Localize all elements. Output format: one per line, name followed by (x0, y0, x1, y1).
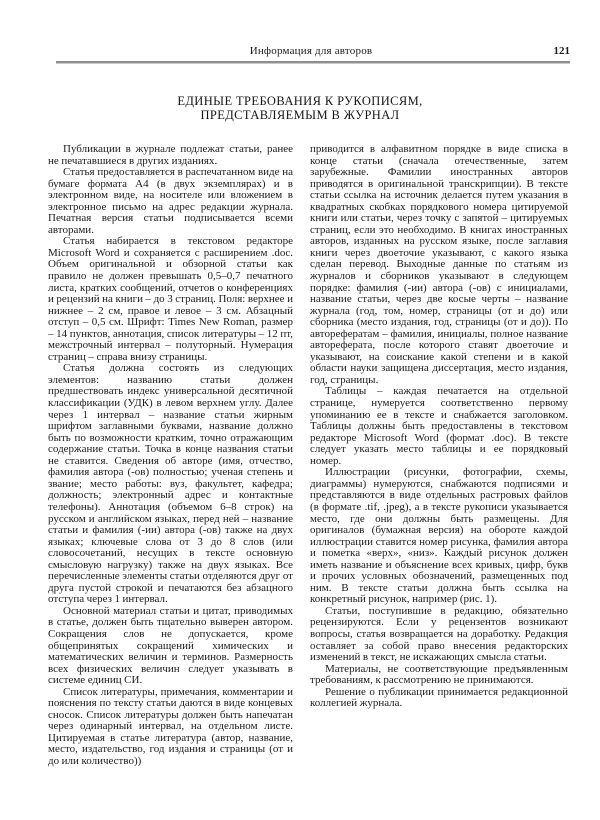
running-title: Информация для авторов (249, 45, 373, 57)
paragraph: Основной материал статьи и цитат, приводимых в статье, должен быть тщательно выверен автором. Сокращения слов не допускается, кроме общепринятых сокращений химических и математических величин и терминов. Размерность всех физических величин следует указывать в системе единиц СИ. (48, 604, 293, 687)
paragraph: Иллюстрации (рисунки, фотографии, схемы, диаграммы) нумеруются, снабжаются подписями и представляются в виде отдельных растровых файлов (в формате .tif, .jpeg), а в тексте рукописи указывается место, где они должны быть размещены. Для оригиналов (бумажная версия) на обороте каждой иллюстрации ставится номер рисунка, фамилия автора и пометка «верх», «низ». Каждый рисунок должен иметь название и объяснение всех кривых, цифр, букв и прочих условных обозначений, размещенных под ним. В тексте статьи должна быть ссылка на конкретный рисунок, например (рис. 1). (310, 466, 568, 606)
header-divider (56, 61, 570, 64)
right-column (310, 144, 568, 768)
paragraph: Публикации в журнале подлежат статьи, ранее не печатавшиеся в других изданиях. (48, 143, 293, 167)
paragraph: Список литературы, примечания, комментарии и пояснения по тексту статьи даются в виде концевых сносок. Список литературы должен быть напечатан через одинарный интервал, на отдельном листе. Цитируемая в статье литература (автор, название, место, издательство, год издания и страницы (от и до или количество)) (48, 685, 293, 767)
text-columns (48, 144, 569, 768)
article-title-line-2: ПРЕДСТАВЛЯЕМЫМ В ЖУРНАЛ (200, 107, 400, 122)
paragraph: Материалы, не соответствующие предъявленным требованиям, к рассмотрению не принимаются. (310, 662, 568, 687)
paragraph: Статья должна состоять из следующих элементов: названию статьи должен предшествовать индекс универсальной десятичной классификации (УДК) в левом верхнем углу. Далее через 1 интервал – название статьи жирным шрифтом заглавными буквами, название должно быть по возможности кратким, точно отражающим содержание статьи. Точка в конце названия статьи не ставится. Сведения об авторе (имя, отчество, фамилия автора (-ов) полностью; ученая степень и звание; место работы: вуз, факультет, кафедра; должность; электронный адрес и контактные телефоны). Аннотация (объемом 6–8 строк) на русском и английском языках, перед ней – название статьи и фамилия (-ии) автора (-ов) также на двух языках; ключевые слова от 3 до 8 слов (или словосочетаний, несущих в тексте основную смысловую нагрузку) также на двух языках. Все перечисленные элементы статьи отделяются друг от друга пустой строкой и печатаются без абзацного отступа через 1 интервал. (48, 362, 293, 606)
running-head (52, 0, 570, 57)
paragraph: Решение о публикации принимается редакционной коллегией журнала. (310, 685, 568, 710)
paragraph: Статья предоставляется в распечатанном виде на бумаге формата А4 (в двух экземплярах) и в электронном виде, на носителе или вложением в электронное письмо на адрес редакции журнала. Печатная версия статьи подписывается всеми авторами. (48, 166, 293, 236)
paragraph: Таблицы – каждая печатается на отдельной странице, нумеруется соответственно первому упоминанию ее в тексте и снабжается заголовком. Таблицы должны быть предоставлены в текстовом редакторе Microsoft Word (формат .doc). В тексте следует указать место таблицы и ее порядковый номер. (310, 385, 568, 467)
article-title-line-1: ЕДИНЫЕ ТРЕБОВАНИЯ К РУКОПИСЯМ, (177, 94, 423, 108)
page-number: 121 (553, 45, 570, 57)
paragraph: Статьи, поступившие в редакцию, обязательно рецензируются. Если у рецензентов возникают вопросы, статья возвращается на доработку. Редакция оставляет за собой право внесения редакторских изменений в текст, не искажающих смысла статьи. (310, 604, 568, 664)
article-title (0, 95, 600, 122)
left-column (48, 144, 293, 768)
paragraph: Статья набирается в текстовом редакторе Microsoft Word и сохраняется с расширением .doc. Объем оригинальной и обзорной статьи как правило не должен превышать 0,5–0,7 печатного листа, кратких сообщений, отчетов о конференциях и рецензий на книги – до 3 страниц. Поля: верхнее и нижнее – 2 см, правое и левое – 3 см. Абзацный отступ – 0,5 см. Шрифт: Times New Roman, размер – 14 пунктов, аннотация, список литературы – 12 пт, межстрочный интервал – полуторный. Нумерация страниц – справа внизу страницы. (48, 235, 293, 363)
paragraph: приводится в алфавитном порядке в виде списка в конце статьи (сначала отечественные, затем зарубежные. Фамилии иностранных авторов приводятся в оригинальной транскрипции). В тексте статьи ссылка на источник делается путем указания в квадратных скобках порядкового номера цитируемой книги или статьи, через точку с запятой – цитируемых страниц, если это необходимо. В книгах иностранных авторов, изданных на русском языке, после заглавия книги через двоеточие указывают, с какого языка сделан перевод. Выходные данные по статьям из журналов и сборников указывают в следующем порядке: фамилия (-ии) автора (-ов) с инициалами, название статьи, через две косые черты – название журнала (год, том, номер, страницы (от и до) или сборника (место издания, год, страницы (от и до)). По авторефератам – фамилия, инициалы, полное название автореферата, после которого ставят двоеточие и указывают, на соискание какой степени и в какой области науки защищена диссертация, место издания, год, страницы. (310, 143, 568, 386)
